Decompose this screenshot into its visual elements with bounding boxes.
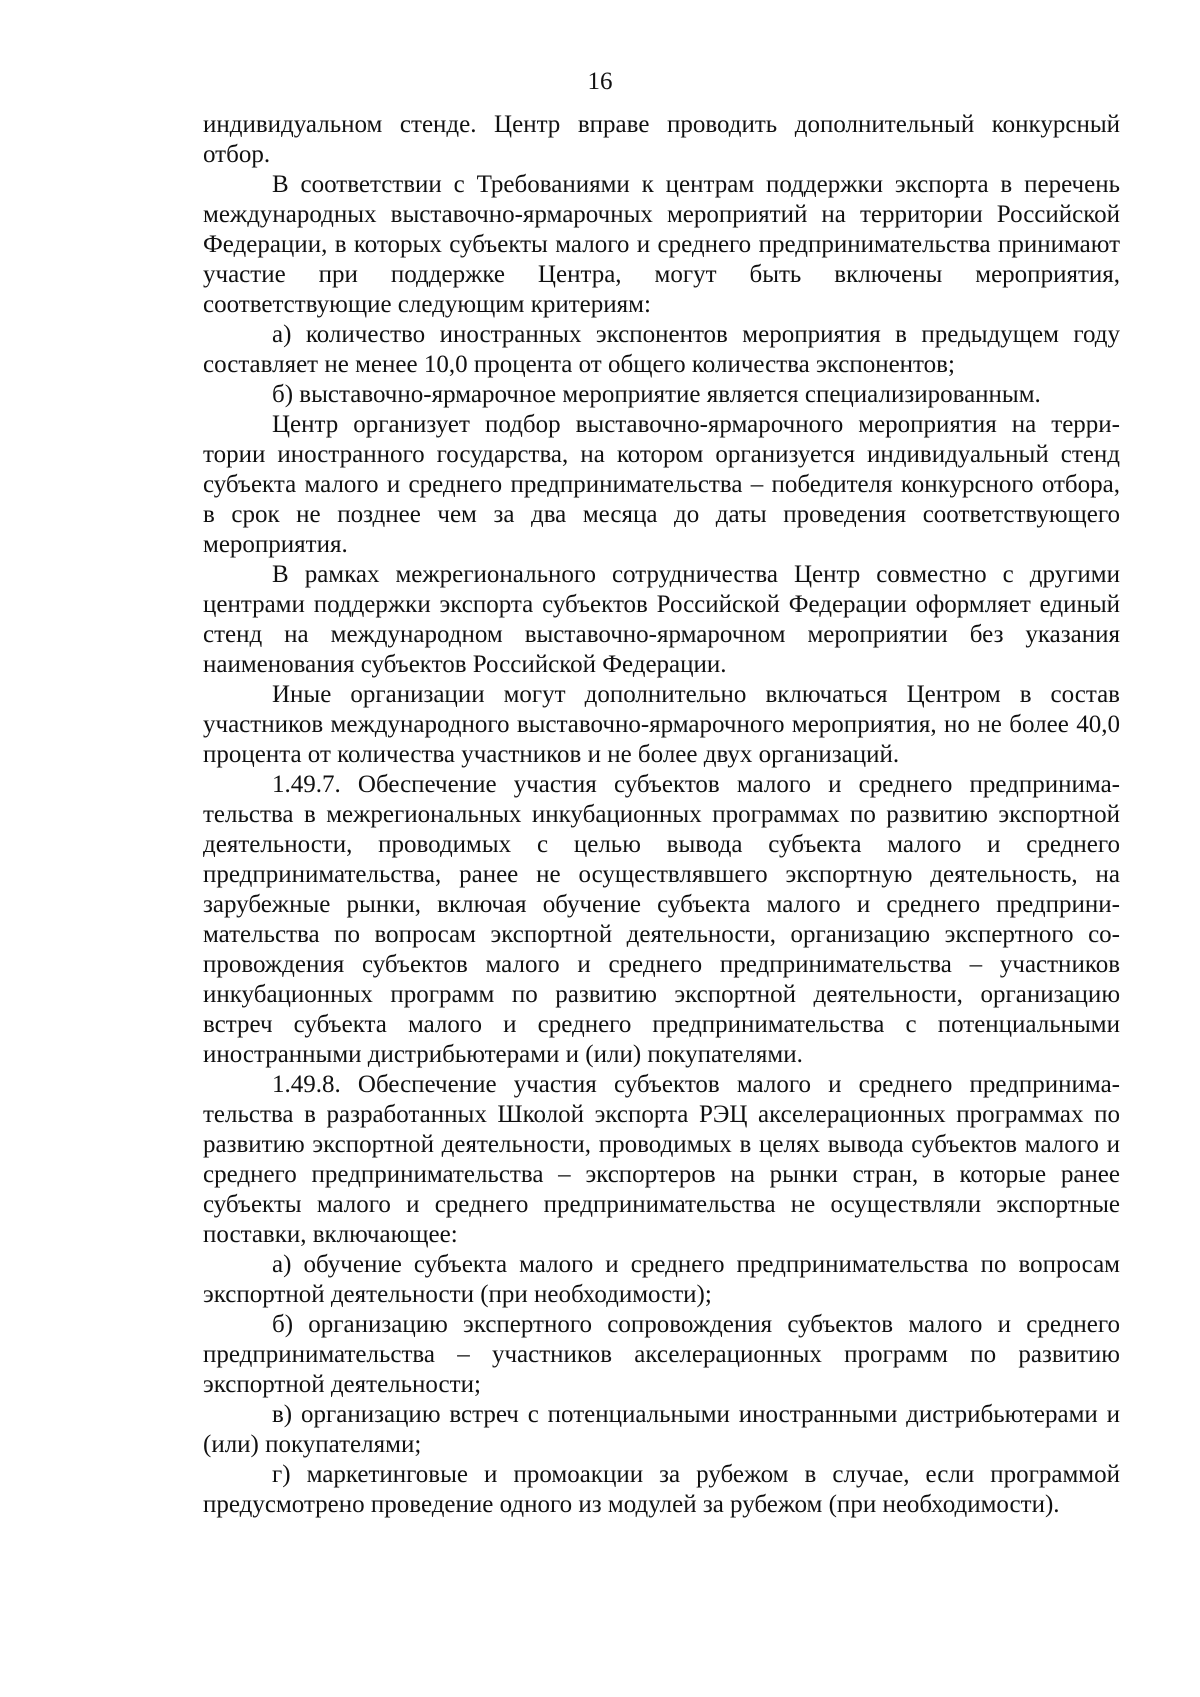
paragraph: в) организацию встреч с потенциальными иностранными дистрибьютерами и (или) покупателями; <box>203 1401 1120 1458</box>
paragraph: 1.49.8. Обеспечение участия субъектов малого и среднего предпринимательства в разработанных Школой экспорта РЭЦ акселерационных программах по развитию экспортной деятельности, проводимых в целях вывода субъектов малого и среднего предпринимательства – экспортеров на рынки стран, в которые ранее субъекты малого и среднего предпринимательства не осуществляли экспортные поставки, включающее: <box>203 1071 1120 1248</box>
paragraph: 1.49.7. Обеспечение участия субъектов малого и среднего предпринимательства в межрегиональных инкубационных программах по развитию экспортной деятельности, проводимых с целью вывода субъекта малого и среднего предпринимательства, ранее не осуществлявшего экспортную деятельность, на зарубежные рынки, включая обучение субъекта малого и среднего предпринимательства по вопросам экспортной деятельности, организацию экспертного сопровождения субъектов малого и среднего предпринимательства – участников инкубационных программ по развитию экспортной деятельности, организацию встреч субъекта малого и среднего предпринимательства с потенциальными иностранными дистрибьютерами и (или) покупателями. <box>203 771 1120 1068</box>
paragraph: а) количество иностранных экспонентов мероприятия в предыдущем году составляет не менее 10,0 процента от общего количества экспонентов; <box>203 321 1120 378</box>
paragraph: б) организацию экспертного сопровождения субъектов малого и среднего предпринимательства – участников акселерационных программ по развитию экспортной деятельности; <box>203 1311 1120 1398</box>
paragraph: б) выставочно-ярмарочное мероприятие является специализированным. <box>272 381 1041 408</box>
paragraph: индивидуальном стенде. Центр вправе проводить дополнительный конкурсный отбор. <box>203 111 1120 168</box>
paragraph: Иные организации могут дополнительно включаться Центром в состав участников международного выставочно-ярмарочного мероприятия, но не более 40,0 процента от количества участников и не более двух организаций. <box>203 681 1120 768</box>
paragraph: а) обучение субъекта малого и среднего предпринимательства по вопросам экспортной деятельности (при необходимости); <box>203 1251 1120 1308</box>
paragraph: Центр организует подбор выставочно-ярмарочного мероприятия на территории иностранного государства, на котором организуется индивидуальный стенд субъекта малого и среднего предпринимательства – победителя конкурсного отбора, в срок не позднее чем за два месяца до даты проведения соответствующего мероприятия. <box>203 411 1120 558</box>
paragraph: г) маркетинговые и промоакции за рубежом в случае, если программой предусмотрено проведение одного из модулей за рубежом (при необходимости). <box>203 1461 1120 1518</box>
document-body <box>203 110 1120 1520</box>
paragraph: В рамках межрегионального сотрудничества Центр совместно с другими центрами поддержки экспорта субъектов Российской Федерации оформляет единый стенд на международном выставочно-ярмарочном мероприятии без указания наименования субъектов Российской Федерации. <box>203 561 1120 678</box>
page-number: 16 <box>587 68 613 95</box>
paragraph: В соответствии с Требованиями к центрам поддержки экспорта в перечень международных выставочно-ярмарочных мероприятий на территории Российской Федерации, в которых субъекты малого и среднего предпринимательства принимают участие при поддержке Центра, могут быть включены мероприятия, соответствующие следующим критериям: <box>203 171 1120 318</box>
